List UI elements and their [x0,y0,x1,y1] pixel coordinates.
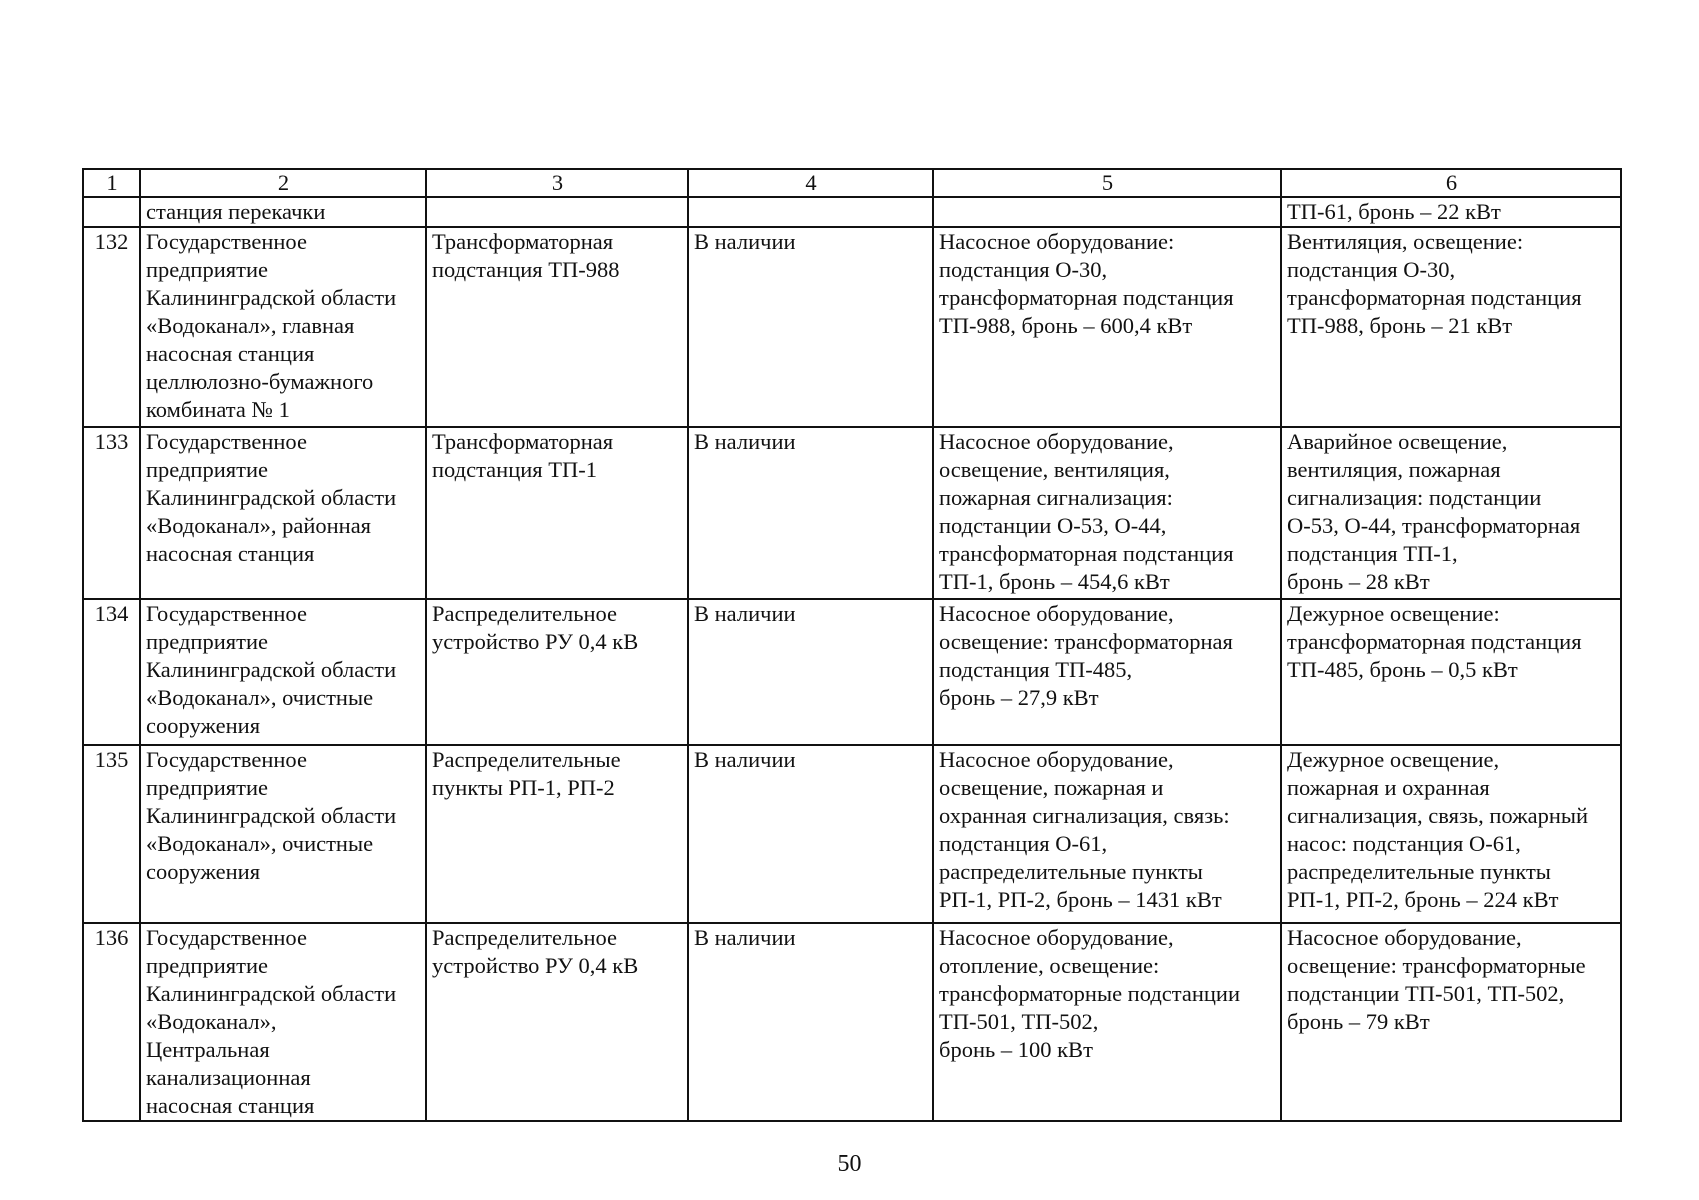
main-load-cell: Насосное оборудование, освещение, пожарная и охранная сигнализация, связь: подстанция О-61, распределительные пункты РП-1, РП-2, бронь – 1431 кВт [933,745,1281,923]
availability-cell: В наличии [688,923,933,1121]
row-number-cell: 135 [83,745,140,923]
organization-cell: Государственное предприятие Калининградской области «Водоканал», очистные сооружения [140,599,426,745]
organization-cell: Государственное предприятие Калининградской области «Водоканал», Центральная канализационная насосная станция [140,923,426,1121]
organization-cell: Государственное предприятие Калининградской области «Водоканал», главная насосная станция целлюлозно-бумажного комбината № 1 [140,227,426,427]
column-header-2: 2 [140,169,426,197]
document-table [82,168,1622,1122]
emergency-load-cell: Аварийное освещение, вентиляция, пожарная сигнализация: подстанции О-53, О-44, трансформаторная подстанция ТП-1, бронь – 28 кВт [1281,427,1621,599]
power-source-cell: Трансформаторная подстанция ТП-988 [426,227,688,427]
power-source-cell: Трансформаторная подстанция ТП-1 [426,427,688,599]
emergency-load-cell: Дежурное освещение, пожарная и охранная сигнализация, связь, пожарный насос: подстанция О-61, распределительные пункты РП-1, РП-2, бронь – 224 кВт [1281,745,1621,923]
power-source-cell: Распределительные пункты РП-1, РП-2 [426,745,688,923]
main-load-cell: Насосное оборудование, отопление, освещение: трансформаторные подстанции ТП-501, ТП-502, бронь – 100 кВт [933,923,1281,1121]
power-source-cell: Распределительное устройство РУ 0,4 кВ [426,923,688,1121]
organization-cell: Государственное предприятие Калининградской области «Водоканал», очистные сооружения [140,745,426,923]
table-row [83,745,1621,923]
row-number-cell: 132 [83,227,140,427]
table-row [83,197,1621,227]
table-row [83,923,1621,1121]
availability-cell: В наличии [688,427,933,599]
row-number-cell: 136 [83,923,140,1121]
power-source-cell [426,197,688,227]
availability-cell [688,197,933,227]
main-load-cell: Насосное оборудование, освещение, вентиляция, пожарная сигнализация: подстанции О-53, О-44, трансформаторная подстанция ТП-1, бронь – 454,6 кВт [933,427,1281,599]
column-header-4: 4 [688,169,933,197]
row-number-cell [83,197,140,227]
row-number-cell: 134 [83,599,140,745]
emergency-load-cell: Дежурное освещение: трансформаторная подстанция ТП-485, бронь – 0,5 кВт [1281,599,1621,745]
page-number: 50 [837,1151,862,1177]
table-row [83,227,1621,427]
emergency-load-cell: ТП-61, бронь – 22 кВт [1281,197,1621,227]
column-header-1: 1 [83,169,140,197]
organization-cell: Государственное предприятие Калининградской области «Водоканал», районная насосная станция [140,427,426,599]
main-load-cell [933,197,1281,227]
emergency-load-cell: Насосное оборудование, освещение: трансформаторные подстанции ТП-501, ТП-502, бронь – 79 кВт [1281,923,1621,1121]
power-source-cell: Распределительное устройство РУ 0,4 кВ [426,599,688,745]
availability-cell: В наличии [688,745,933,923]
column-header-5: 5 [933,169,1281,197]
emergency-load-cell: Вентиляция, освещение: подстанция О-30, трансформаторная подстанция ТП-988, бронь – 21 кВт [1281,227,1621,427]
table-header-row [83,169,1621,197]
main-load-cell: Насосное оборудование: подстанция О-30, трансформаторная подстанция ТП-988, бронь – 600,4 кВт [933,227,1281,427]
table-row [83,427,1621,599]
availability-cell: В наличии [688,227,933,427]
table-row [83,599,1621,745]
row-number-cell: 133 [83,427,140,599]
organization-cell: станция перекачки [140,197,426,227]
main-load-cell: Насосное оборудование, освещение: трансформаторная подстанция ТП-485, бронь – 27,9 кВт [933,599,1281,745]
column-header-6: 6 [1281,169,1621,197]
column-header-3: 3 [426,169,688,197]
availability-cell: В наличии [688,599,933,745]
